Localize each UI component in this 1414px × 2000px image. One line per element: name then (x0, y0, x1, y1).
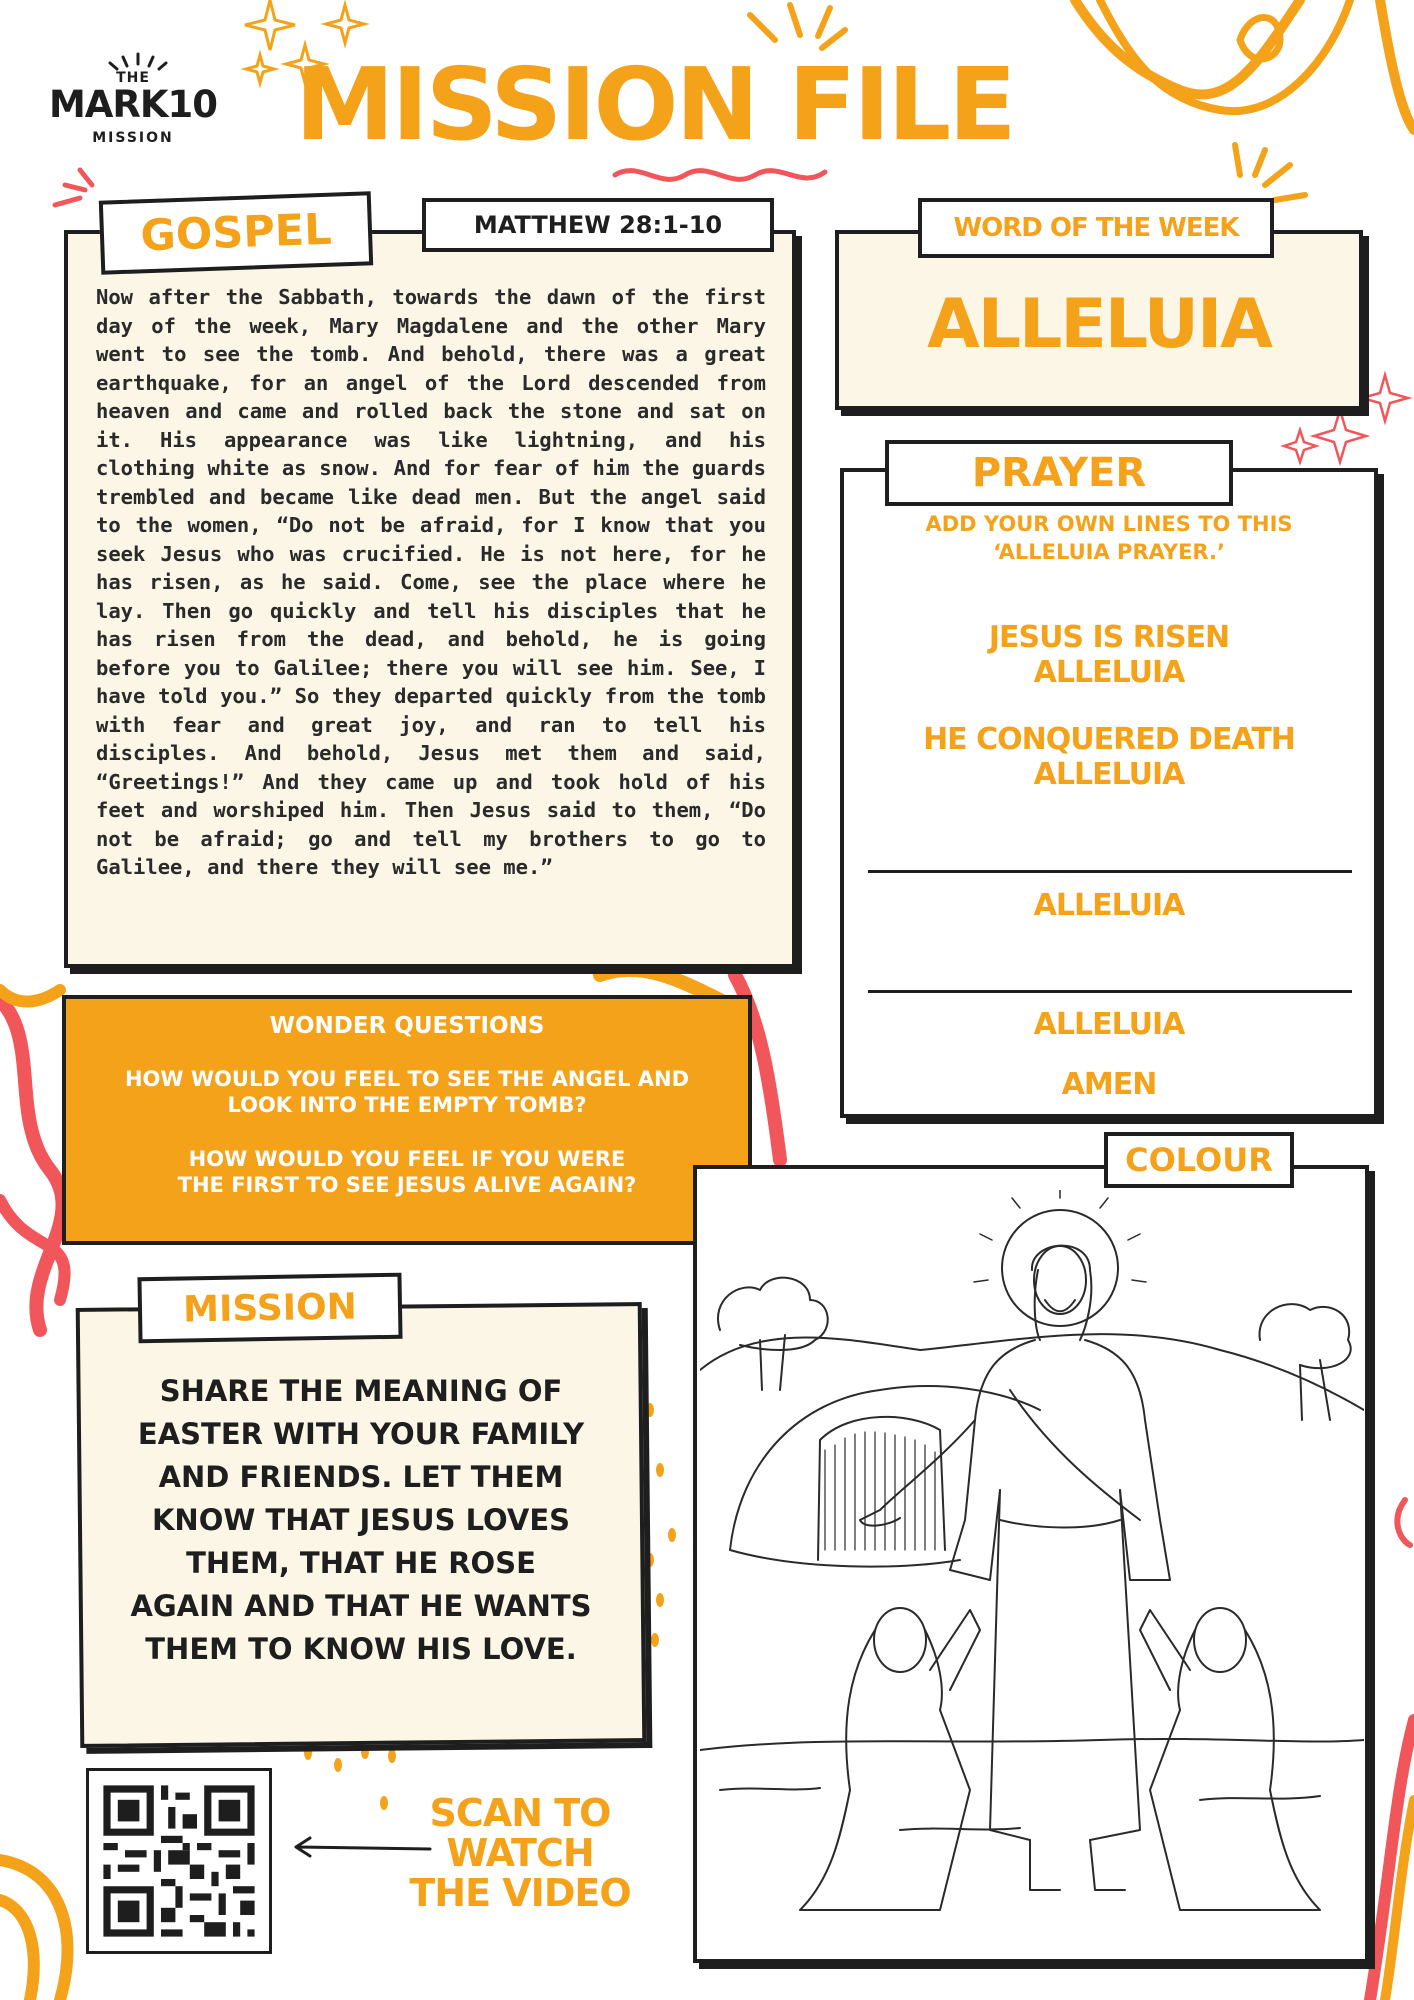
prayer-response-2: ALLELUIA (1033, 1007, 1185, 1042)
mission-line: THEM, THAT HE ROSE (186, 1546, 536, 1580)
gospel-text: Now after the Sabbath, towards the dawn of the first day of the week, Mary Magdalene and the other Mary went to see the tomb. And behold, there was a great earthquake, for an angel of the Lord descended from heaven and came and rolled back the stone and sat on it. His appearance was like lightning, and his clothing white as snow. And for fear of him the guards trembled and became like dead men. But the angel said to the women, “Do not be afraid, for I know that you seek Jesus who was crucified. He is not here, for he has risen, as he said. Come, see the place where he lay. Then go quickly and tell his disciples that he has risen from the dead, and behold, he is going before you to Galilee; there you will see him. See, I have told you.” So they departed quickly from the tomb with fear and great joy, and ran to tell his disciples. And behold, Jesus met them and said, “Greetings!” And they came up and took hold of his feet and worshiped him. Then Jesus said to them, “Do not be afraid; go and tell my brothers to go to Galilee, and there they will see me.” (96, 285, 766, 879)
mission-line: KNOW THAT JESUS LOVES (151, 1503, 571, 1537)
prayer-label: PRAYER (971, 450, 1147, 496)
scan-to-watch[interactable] (400, 1793, 640, 1913)
mission-line: THEM TO KNOW HIS LOVE. (145, 1632, 577, 1666)
prayer-instruction-1: ADD YOUR OWN LINES TO THIS (925, 512, 1293, 536)
qr-code-icon (89, 1771, 269, 1951)
mission-line: SHARE THE MEANING OF (159, 1374, 563, 1408)
scan-line-2: WATCH (446, 1831, 594, 1875)
prayer-instruction-2: ‘ALLELUIA PRAYER.’ (993, 540, 1225, 564)
prayer-line-1a: JESUS IS RISEN (988, 620, 1230, 655)
gospel-tab (99, 191, 373, 274)
wonder-question-1b: LOOK INTO THE EMPTY TOMB? (227, 1093, 587, 1117)
wonder-question-1a: HOW WOULD YOU FEEL TO SEE THE ANGEL AND (124, 1067, 690, 1091)
mission-tab (137, 1273, 402, 1344)
qr-code[interactable] (86, 1768, 272, 1954)
wonder-questions-box (62, 995, 752, 1245)
prayer-write-line-1[interactable] (868, 870, 1352, 873)
colour-label: COLOUR (1125, 1141, 1273, 1179)
word-of-week-label: WORD OF THE WEEK (953, 213, 1239, 243)
gospel-reference: MATTHEW 28:1-10 (473, 211, 723, 239)
prayer-amen: AMEN (1061, 1067, 1157, 1102)
scan-line-1: SCAN TO (429, 1791, 611, 1835)
mission-line: EASTER WITH YOUR FAMILY (137, 1417, 585, 1451)
prayer-line-2b: ALLELUIA (1033, 757, 1185, 792)
page-title: MISSION FILE (295, 46, 1014, 163)
logo-the: THE (116, 70, 150, 86)
scan-line-3: THE VIDEO (409, 1871, 631, 1915)
mission-label: MISSION (182, 1285, 358, 1331)
mission-text (96, 1370, 626, 1671)
prayer-write-line-2[interactable] (868, 990, 1352, 993)
wonder-question-2b: THE FIRST TO SEE JESUS ALIVE AGAIN? (177, 1173, 637, 1197)
mission-line: AGAIN AND THAT HE WANTS (130, 1589, 592, 1623)
wonder-heading: WONDER QUESTIONS (269, 1013, 545, 1039)
word-of-week-tab (918, 198, 1274, 258)
colour-tab (1104, 1132, 1294, 1188)
mark10-logo (48, 52, 218, 162)
prayer-line-2a: HE CONQUERED DEATH (923, 722, 1295, 757)
wonder-question-2a: HOW WOULD YOU FEEL IF YOU WERE (188, 1147, 626, 1171)
logo-mark10: MARK10 (48, 83, 218, 126)
gospel-reference-tab (422, 198, 774, 252)
prayer-line-1b: ALLELUIA (1033, 655, 1185, 690)
logo-mission: MISSION (92, 130, 174, 146)
mission-line: AND FRIENDS. LET THEM (158, 1460, 564, 1494)
colouring-illustration[interactable] (700, 1190, 1364, 1956)
prayer-response-1: ALLELUIA (1033, 888, 1185, 923)
word-of-week: ALLELUIA (927, 285, 1271, 364)
gospel-label: GOSPEL (139, 204, 333, 262)
prayer-tab (885, 440, 1233, 506)
